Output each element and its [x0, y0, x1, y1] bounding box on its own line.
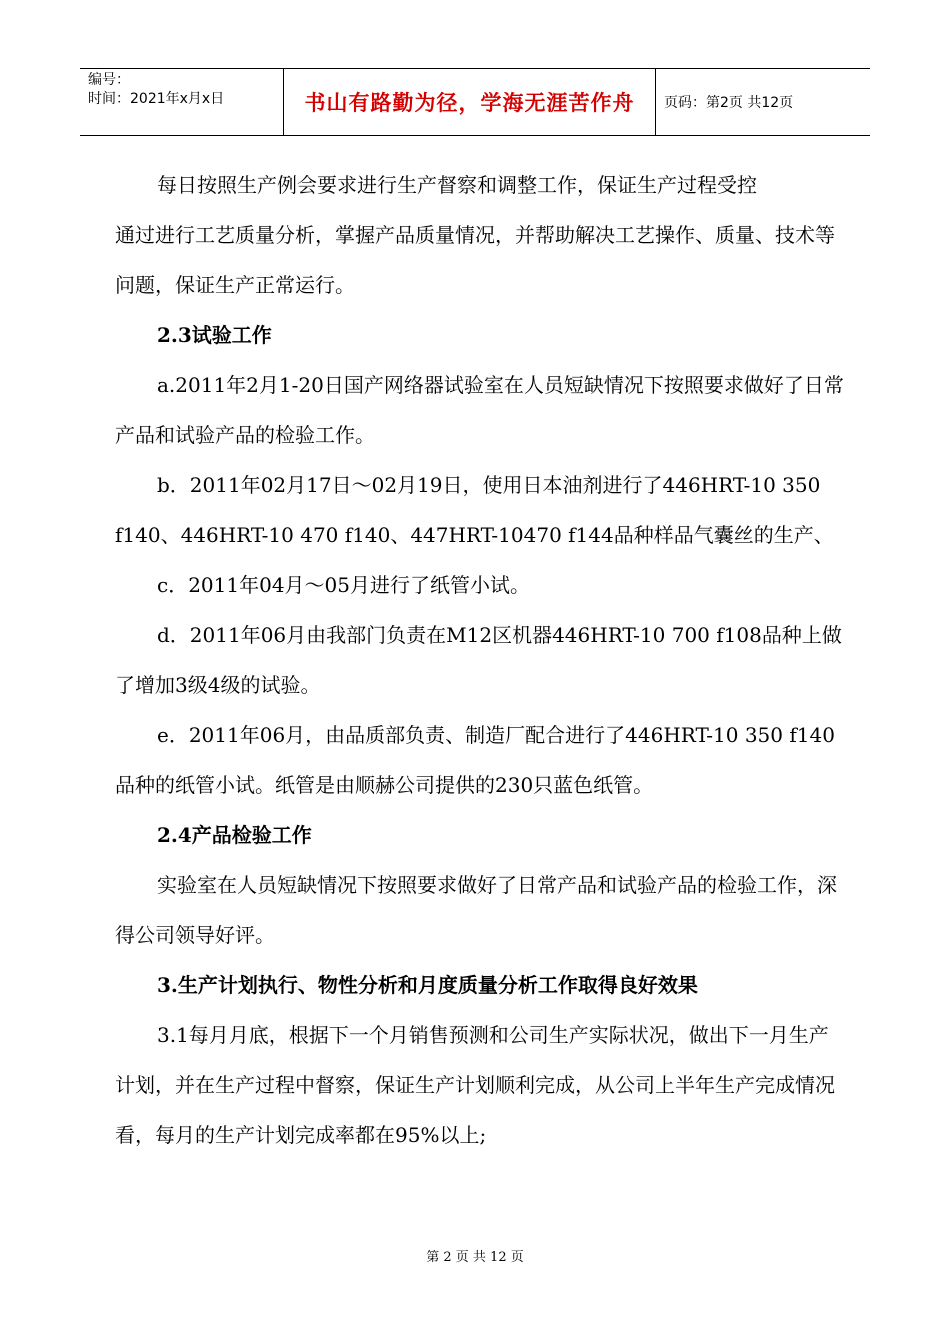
paragraph-2: 通过进行工艺质量分析，掌握产品质量情况，并帮助解决工艺操作、质量、技术等问题，保证生产正常运行。 — [115, 223, 835, 297]
paragraph-item-e: e．2011年06月，由品质部负责、制造厂配合进行了446HRT-10 350 f140品种的纸管小试。纸管是由顺赫公司提供的230只蓝色纸管。 — [115, 723, 835, 797]
header-page-info — [656, 69, 870, 135]
page-info-text: 页码：第2页 共12页 — [664, 95, 794, 111]
section-heading-3: 3.生产计划执行、物性分析和月度质量分析工作取得良好效果 — [157, 973, 698, 997]
paragraph-1: 每日按照生产例会要求进行生产督察和调整工作，保证生产过程受控 — [157, 173, 757, 197]
paragraph-item-b: b．2011年02月17日～02月19日，使用日本油剂进行了446HRT-10 350 f140、446HRT-10 470 f140、447HRT-10470 f144品种样品气囊丝的生产、 — [115, 473, 834, 547]
document-body — [115, 160, 845, 1160]
paragraph-inspection: 实验室在人员短缺情况下按照要求做好了日常产品和试验产品的检验工作，深得公司领导好评。 — [115, 873, 837, 947]
number-label: 编号： — [88, 72, 130, 88]
section-heading-2-3: 2.3试验工作 — [157, 323, 272, 347]
header-motto-cell — [283, 69, 656, 135]
paragraph-item-a: a.2011年2月1-20日国产网络器试验室在人员短缺情况下按照要求做好了日常产品和试验产品的检验工作。 — [115, 373, 844, 447]
paragraph-3-1: 3.1每月月底，根据下一个月销售预测和公司生产实际状况，做出下一月生产计划，并在生产过程中督察，保证生产计划顺利完成，从公司上半年生产完成情况看，每月的生产计划完成率都在95%以上; — [115, 1023, 835, 1147]
header-meta — [80, 69, 283, 135]
date-label: 时间：2021年x月x日 — [88, 91, 225, 107]
page-footer: 第 2 页 共 12 页 — [426, 1250, 524, 1265]
paragraph-item-d: d．2011年06月由我部门负责在M12区机器446HRT-10 700 f108品种上做了增加3级4级的试验。 — [115, 623, 842, 697]
motto-text: 书山有路勤为径，学海无涯苦作舟 — [304, 91, 635, 115]
page-header — [80, 68, 870, 136]
section-heading-2-4: 2.4产品检验工作 — [157, 823, 312, 847]
paragraph-item-c: c．2011年04月～05月进行了纸管小试。 — [157, 573, 530, 597]
